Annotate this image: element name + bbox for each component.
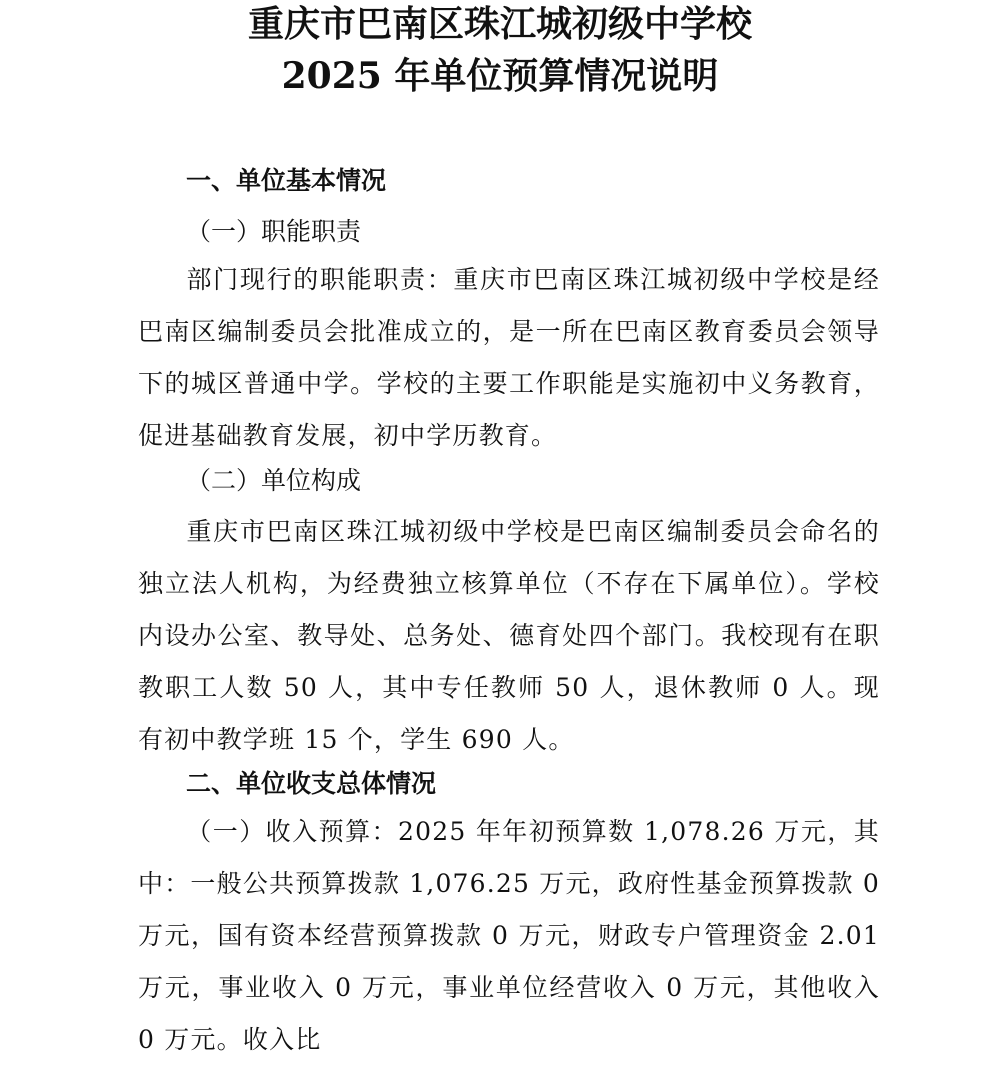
section1-sub2-heading: （二）单位构成 <box>186 466 362 495</box>
section1-sub1-paragraph <box>138 254 880 462</box>
section2-heading: 二、单位收支总体情况 <box>186 769 437 798</box>
section1-heading: 一、单位基本情况 <box>186 166 387 195</box>
section1-sub1-heading: （一）职能职责 <box>186 217 362 246</box>
section1-sub2-paragraph <box>138 506 880 766</box>
section1-sub1-text: 部门现行的职能职责：重庆市巴南区珠江城初级中学校是经巴南区编制委员会批准成立的，是一所在巴南区教育委员会领导下的城区普通中学。学校的主要工作职能是实施初中义务教育，促进基础教育发展，初中学历教育。 <box>138 265 880 450</box>
section2-sub1-paragraph <box>138 806 880 1066</box>
document-title-line1: 重庆市巴南区珠江城初级中学校 <box>247 3 752 45</box>
section2-sub1-text: （一）收入预算：2025 年年初预算数 1,078.26 万元，其中：一般公共预算拨款 1,076.25 万元，政府性基金预算拨款 0 万元，国有资本经营预算拨款 0 万元，财政专户管理资金 2.01 万元，事业收入 0 万元，事业单位经营收入 0 万元，其他收入 0 万元。收入比 <box>138 817 880 1054</box>
document-title-line2: 2025 年单位预算情况说明 <box>281 55 719 97</box>
section1-sub2-text: 重庆市巴南区珠江城初级中学校是巴南区编制委员会命名的独立法人机构，为经费独立核算单位（不存在下属单位）。学校内设办公室、教导处、总务处、德育处四个部门。我校现有在职教职工人数 50 人，其中专任教师 50 人，退休教师 0 人。现有初中教学班 15 个，学生 690 人。 <box>138 517 880 754</box>
